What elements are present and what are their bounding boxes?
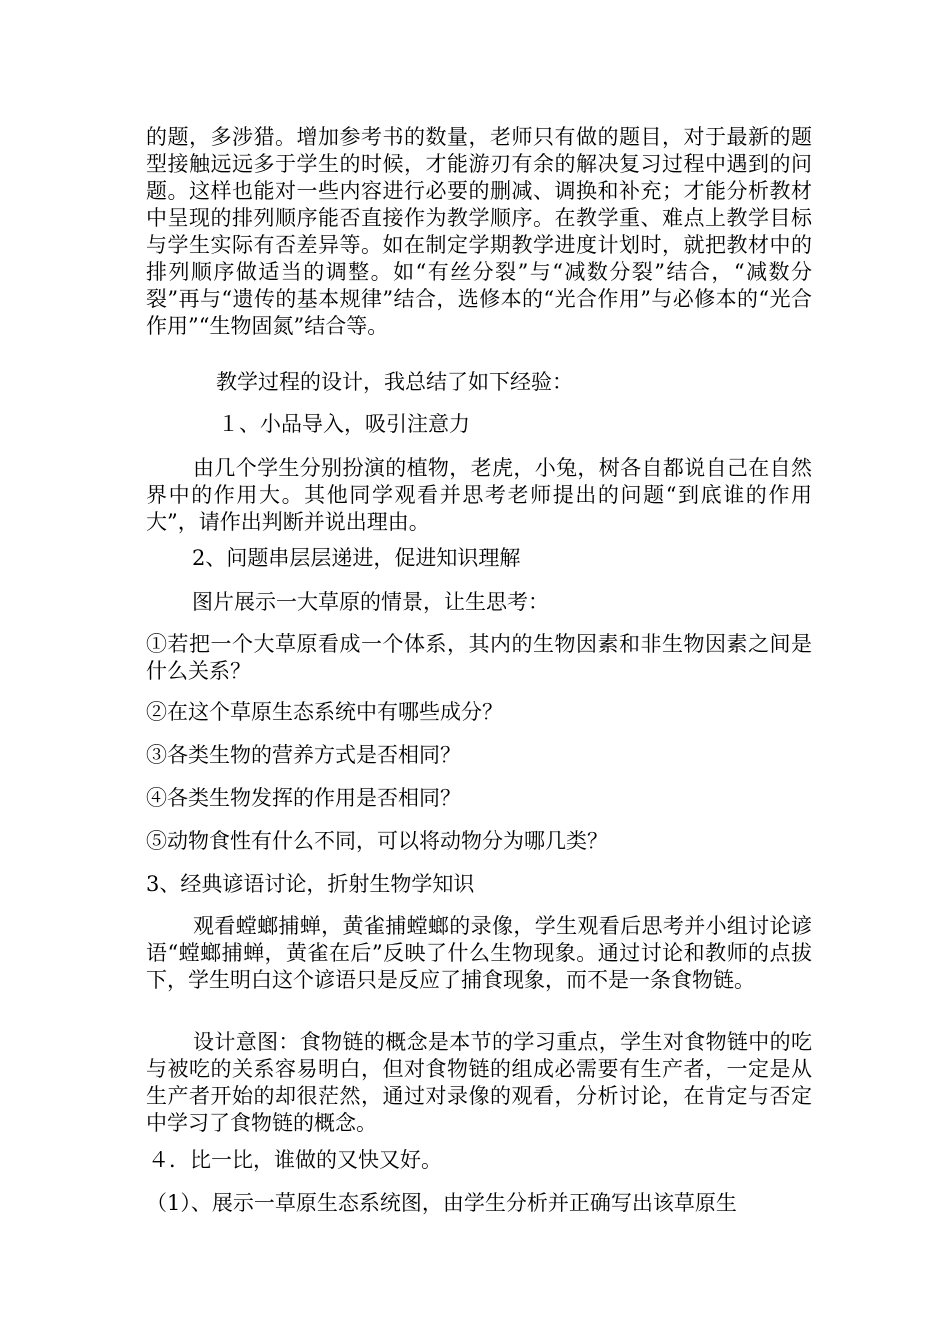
question-1: ①若把一个大草原看成一个体系，其内的生物因素和非生物因素之间是什么关系？ — [146, 632, 812, 683]
paragraph-design-intent: 设计意图：食物链的概念是本节的学习重点，学生对食物链中的吃与被吃的关系容易明白，但对食物链的组成必需要有生产者，一定是从生产者开始的却很茫然，通过对录像的观看，分析讨论，在肯定与否定中学习了食物链的概念。 — [146, 1030, 812, 1135]
paragraph-review-materials: 的题，多涉猎。增加参考书的数量，老师只有做的题目，对于最新的题型接触远远多于学生的时候，才能游刃有余的解决复习过程中遇到的问题。这样也能对一些内容进行必要的删减、调换和补充；才能分析教材中呈现的排列顺序能否直接作为教学顺序。在教学重、难点上教学目标与学生实际有否差异等。如在制定学期教学进度计划时，就把教材中的排列顺序做适当的调整。如“有丝分裂”与“减数分裂”结合，“减数分裂”再与“遗传的基本规律”结合，选修本的“光合作用”与必修本的“光合作用”“生物固氮”结合等。 — [146, 125, 812, 338]
question-5: ⑤动物食性有什么不同，可以将动物分为哪几类？ — [146, 829, 608, 853]
paragraph-grassland-picture: 图片展示一大草原的情景，让生思考： — [192, 590, 549, 614]
paragraph-mantis-video: 观看螳螂捕蝉，黄雀捕螳螂的录像，学生观看后思考并小组讨论谚语“螳螂捕蝉，黄雀在后”反映了什么生物现象。通过讨论和教师的点拔下，学生明白这个谚语只是反应了捕食现象，而不是一条食物链。 — [146, 914, 812, 992]
question-3: ③各类生物的营养方式是否相同？ — [146, 743, 461, 767]
question-4: ④各类生物发挥的作用是否相同？ — [146, 786, 461, 810]
heading-skit-introduction: １、小品导入，吸引注意力 — [218, 412, 470, 436]
paragraph-teaching-process-intro: 教学过程的设计，我总结了如下经验： — [216, 370, 573, 394]
paragraph-skit-description: 由几个学生分别扮演的植物，老虎，小兔，树各自都说自己在自然界中的作用大。其他同学观看并思考老师提出的问题“到底谁的作用大”，请作出判断并说出理由。 — [146, 456, 812, 534]
heading-compare-activity: ４．比一比，谁做的又快又好。 — [148, 1148, 442, 1172]
heading-question-chain: 2、问题串层层递进，促进知识理解 — [192, 546, 521, 570]
heading-proverb-discussion: 3、经典谚语讨论，折射生物学知识 — [146, 872, 475, 896]
question-2: ②在这个草原生态系统中有哪些成分？ — [146, 700, 503, 724]
paragraph-grassland-ecosystem-diagram: （1）、展示一草原生态系统图，由学生分析并正确写出该草原生 — [146, 1191, 737, 1215]
